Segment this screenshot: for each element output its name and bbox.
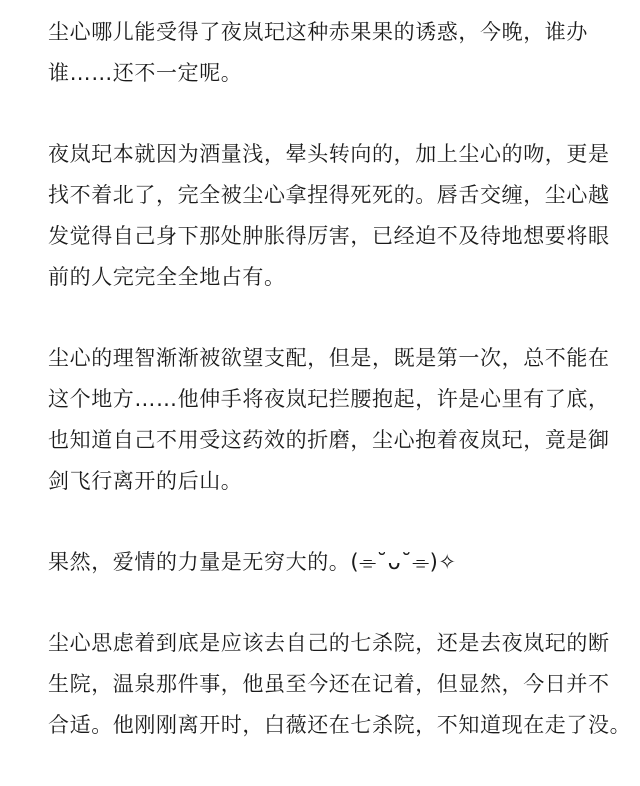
text-line: 谁……还不一定呢。 [48,61,243,85]
text-line: 果然，爱情的力量是无穷大的。(⌯˘ᴗ˘⌯)✧ [48,550,457,574]
text-line: 生院，温泉那件事，他虽至今还在记着，但显然，今日并不 [48,672,610,696]
paragraph-2 [48,134,610,298]
text-line: 前的人完完全全地占有。 [48,265,286,289]
text-line: 尘心哪儿能受得了夜岚玘这种赤果果的诱惑，今晚，谁办 [48,20,588,44]
text-line: 这个地方……他伸手将夜岚玘拦腰抱起，许是心里有了底， [48,387,610,411]
paragraph-5 [48,623,632,746]
text-line: 尘心的理智渐渐被欲望支配，但是，既是第一次，总不能在 [48,346,610,370]
text-line: 找不着北了，完全被尘心拿捏得死死的。唇舌交缠，尘心越 [48,183,610,207]
text-line: 剑飞行离开的后山。 [48,469,243,493]
text-line: 也知道自己不用受这药效的折磨，尘心抱着夜岚玘，竟是御 [48,428,610,452]
article-body [48,12,632,786]
text-line: 发觉得自己身下那处肿胀得厉害，已经迫不及待地想要将眼 [48,224,610,248]
text-line: 尘心思虑着到底是应该去自己的七杀院，还是去夜岚玘的断 [48,631,610,655]
text-line: 合适。他刚刚离开时，白薇还在七杀院，不知道现在走了没。 [48,713,632,737]
paragraph-1 [48,12,604,94]
paragraph-4 [48,542,604,583]
text-line: 夜岚玘本就因为酒量浅，晕头转向的，加上尘心的吻，更是 [48,142,610,166]
paragraph-3 [48,338,610,502]
